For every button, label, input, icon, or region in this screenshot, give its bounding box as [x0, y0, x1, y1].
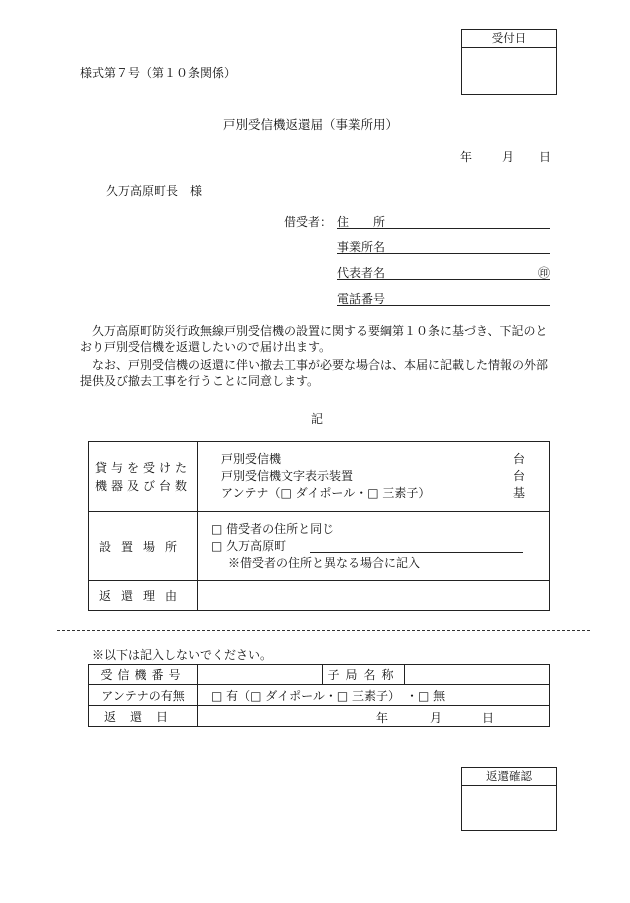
- office-use-table: [88, 664, 550, 727]
- office-name-label: 事業所名: [337, 240, 386, 254]
- equipment-row: 戸別受信機文字表示装置 台: [221, 469, 525, 483]
- equipment-row: 戸別受信機 台: [221, 452, 525, 466]
- return-year: 年: [376, 711, 389, 725]
- equipment-row: アンテナ（□ ダイポール・□ 三素子） 基: [221, 486, 525, 500]
- office-use-note: ※以下は記入しないでください。: [92, 648, 273, 662]
- body-paragraph-1: 久万高原町防災行政無線戸別受信機の設置に関する要綱第１０条に基づき、下記のとおり戸別受信機を返還したいので届け出ます。: [80, 324, 548, 354]
- return-date-label: 返還日: [89, 706, 198, 727]
- return-date-field[interactable]: [198, 706, 550, 727]
- form-number: 様式第７号（第１０条関係）: [80, 66, 237, 80]
- ki-heading: 記: [311, 412, 324, 426]
- equipment-list: [198, 442, 550, 512]
- cut-line: [57, 630, 590, 631]
- receiver-number-field[interactable]: [198, 665, 323, 685]
- location-note: ※借受者の住所と異なる場合に記入: [228, 555, 421, 570]
- reason-header: 返還理由: [89, 581, 198, 611]
- return-confirm-label: 返還確認: [462, 768, 556, 786]
- location-option-same[interactable]: □ 借受者の住所と同じ: [211, 521, 335, 536]
- location-cell: [198, 512, 550, 581]
- antenna-options[interactable]: □ 有（□ ダイポール・□ 三素子） ・□ 無: [198, 685, 550, 706]
- date-year: 年: [460, 150, 473, 164]
- substation-field[interactable]: [405, 665, 550, 685]
- receiver-number-label: 受信機番号: [89, 665, 198, 685]
- date-month: 月: [502, 150, 515, 164]
- substation-label: 子局名称: [323, 665, 405, 685]
- reason-field[interactable]: [198, 581, 550, 611]
- phone-field[interactable]: [337, 290, 550, 306]
- office-name-field[interactable]: [337, 238, 550, 254]
- main-table: [88, 441, 550, 611]
- receipt-date-box: [461, 29, 557, 95]
- location-option-town[interactable]: □ 久万高原町: [211, 538, 549, 555]
- return-confirm-box: [461, 767, 557, 831]
- address-label: 住 所: [337, 215, 386, 229]
- date-day: 日: [539, 150, 552, 164]
- phone-label: 電話番号: [337, 292, 386, 306]
- representative-label: 代表者名: [337, 266, 386, 280]
- return-day: 日: [482, 711, 495, 725]
- receipt-date-label: 受付日: [462, 30, 556, 48]
- return-month: 月: [430, 711, 443, 725]
- town-address-line[interactable]: [310, 540, 523, 553]
- page-title: 戸別受信機返還届（事業所用）: [223, 117, 399, 132]
- seal-mark: ㊞: [537, 266, 550, 280]
- representative-field[interactable]: [337, 264, 550, 280]
- addressee: 久万高原町長 様: [106, 184, 203, 198]
- borrower-label: 借受者：: [284, 215, 333, 229]
- antenna-label: アンテナの有無: [89, 685, 198, 706]
- body-paragraph-2: なお、戸別受信機の返還に伴い撤去工事が必要な場合は、本届に記載した情報の外部提供及び撤去工事を行うことに同意します。: [80, 358, 549, 388]
- address-field[interactable]: [337, 213, 550, 229]
- location-header: 設置場所: [89, 512, 198, 581]
- equipment-header: 貸与を受けた 機器及び台数: [89, 442, 198, 512]
